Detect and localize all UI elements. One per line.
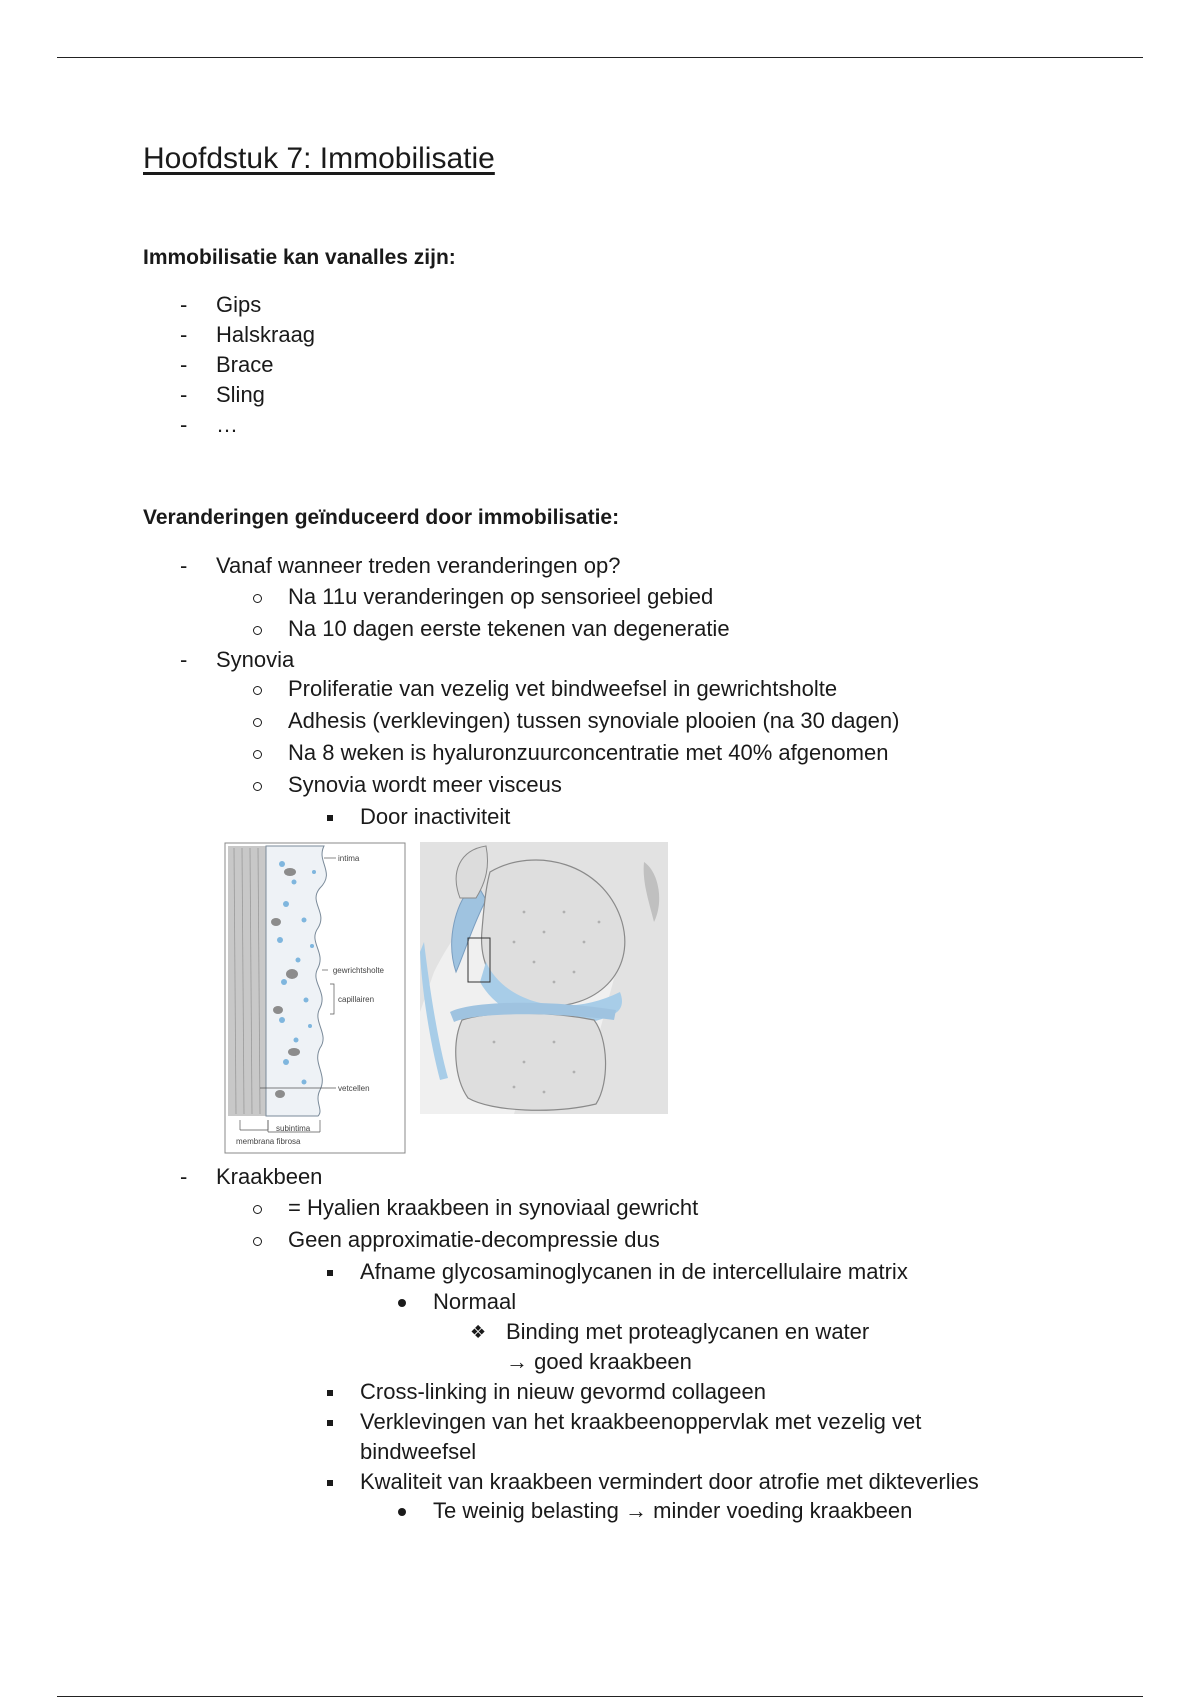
dash-bullet: - <box>180 412 188 437</box>
dash-bullet: - <box>180 382 188 407</box>
list-item: Cross-linking in nieuw gevormd collageen <box>360 1379 766 1404</box>
list-item: Te weinig belasting → minder voeding kraakbeen <box>433 1498 913 1523</box>
diamond-bullet-icon: ❖ <box>470 1322 487 1342</box>
square-bullet <box>327 1468 333 1496</box>
circle-bullet <box>253 583 262 611</box>
knee-joint-illustration <box>420 842 668 1114</box>
list-item: = Hyalien kraakbeen in synoviaal gewricht <box>288 1195 699 1220</box>
page-title: Hoofdstuk 7: Immobilisatie <box>143 142 495 175</box>
circle-bullet <box>253 1194 262 1222</box>
dot-bullet <box>398 1497 406 1525</box>
list-item: Normaal <box>433 1289 517 1314</box>
circle-bullet <box>253 1226 262 1254</box>
label-subintima: subintima <box>276 1124 311 1133</box>
list-item: Sling <box>216 382 265 407</box>
synovial-membrane-figure <box>224 842 668 1156</box>
list-item: Verklevingen van het kraakbeenoppervlak met vezelig vet <box>360 1409 922 1434</box>
label-vetcellen: vetcellen <box>338 1084 370 1093</box>
dot-bullet <box>398 1288 406 1316</box>
dash-bullet: - <box>180 647 188 672</box>
list-item: Proliferatie van vezelig vet bindweefsel in gewrichtsholte <box>288 676 838 701</box>
list-item: Adhesis (verklevingen) tussen synoviale plooien (na 30 dagen) <box>288 708 900 733</box>
list-item: Synovia wordt meer visceus <box>288 772 562 797</box>
circle-bullet <box>253 615 262 643</box>
square-bullet <box>327 1408 333 1436</box>
list-item-continuation: bindweefsel <box>360 1439 477 1464</box>
header-rule <box>57 57 1143 58</box>
list-item: Gips <box>216 292 262 317</box>
list-item: Halskraag <box>216 322 316 347</box>
square-bullet <box>327 1258 333 1286</box>
list-item-vanaf: Vanaf wanneer treden veranderingen op? <box>216 553 621 578</box>
list-item-continuation: → goed kraakbeen <box>506 1349 692 1374</box>
circle-bullet <box>253 707 262 735</box>
circle-bullet <box>253 739 262 767</box>
list-item: Kwaliteit van kraakbeen vermindert door atrofie met dikteverlies <box>360 1469 979 1494</box>
list-item: Geen approximatie-decompressie dus <box>288 1227 660 1252</box>
label-membrana-fibrosa: membrana fibrosa <box>236 1137 301 1146</box>
label-gewrichtsholte: gewrichtsholte <box>332 966 384 975</box>
label-capillairen: capillairen <box>338 995 375 1004</box>
dash-bullet: - <box>180 352 188 377</box>
list-item: … <box>216 412 238 437</box>
dash-bullet: - <box>180 292 188 317</box>
list-item: Brace <box>216 352 274 377</box>
list-item-synovia: Synovia <box>216 647 295 672</box>
list-item: Binding met proteaglycanen en water <box>506 1319 870 1344</box>
square-bullet <box>327 1378 333 1406</box>
section-heading-immobilisatie: Immobilisatie kan vanalles zijn: <box>143 246 456 269</box>
circle-bullet <box>253 771 262 799</box>
list-item: Na 8 weken is hyaluronzuurconcentratie met 40% afgenomen <box>288 740 889 765</box>
circle-bullet <box>253 675 262 703</box>
list-item: Na 10 dagen eerste tekenen van degeneratie <box>288 616 730 641</box>
list-item: Door inactiviteit <box>360 804 511 829</box>
list-item-kraakbeen: Kraakbeen <box>216 1164 323 1189</box>
square-bullet <box>327 803 333 831</box>
section-heading-veranderingen: Veranderingen geïnduceerd door immobilisatie: <box>143 506 620 529</box>
dash-bullet: - <box>180 553 188 578</box>
dash-bullet: - <box>180 1164 188 1189</box>
histology-panel <box>225 843 405 1153</box>
label-intima: intima <box>338 854 360 863</box>
dash-bullet: - <box>180 322 188 347</box>
footer-rule <box>57 1696 1143 1697</box>
list-item: Afname glycosaminoglycanen in de intercellulaire matrix <box>360 1259 908 1284</box>
list-item: Na 11u veranderingen op sensorieel gebied <box>288 584 714 609</box>
